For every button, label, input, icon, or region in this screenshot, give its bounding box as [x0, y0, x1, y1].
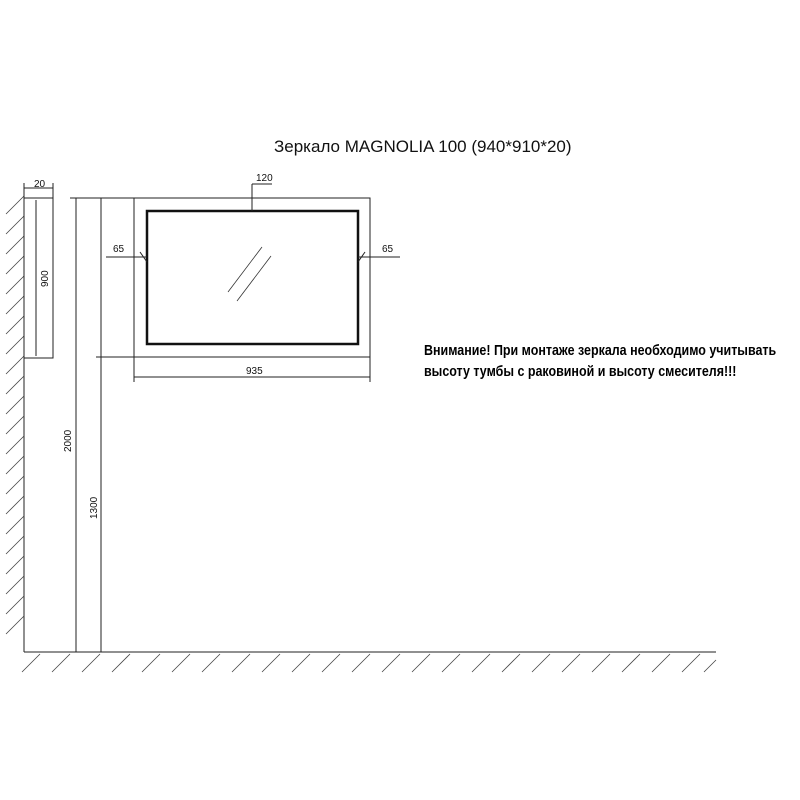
- warning-line-2: высоту тумбы с раковиной и высоту смесителя!!!: [424, 364, 737, 380]
- mirror-outer-frame: [134, 198, 370, 357]
- height-dimension-lines: [70, 198, 134, 652]
- drawing-title: Зеркало MAGNOLIA 100 (940*910*20): [274, 137, 572, 156]
- mirror-glass: [147, 211, 358, 344]
- wall-hatching: [6, 196, 24, 634]
- glass-reflection-lines: [228, 247, 271, 301]
- side-height-dimension: 900: [40, 270, 51, 287]
- floor: [22, 652, 716, 672]
- floor-to-top-dimension: 2000: [63, 429, 74, 452]
- warning-line-1: Внимание! При монтаже зеркала необходимо учитывать: [424, 343, 777, 359]
- left-offset-dimension: 65: [113, 244, 125, 255]
- floor-to-bottom-dimension: 1300: [89, 496, 100, 519]
- width-dimension: 935: [246, 366, 263, 377]
- floor-hatching: [22, 654, 716, 672]
- right-offset-dimension: 65: [382, 244, 394, 255]
- mirror-front-view: [134, 198, 370, 357]
- left-wall: [6, 186, 24, 652]
- depth-dimension: 20: [34, 179, 46, 190]
- top-offset-dimension: 120: [256, 173, 273, 184]
- right-offset-marker: [358, 252, 400, 262]
- installation-warning: [424, 341, 777, 383]
